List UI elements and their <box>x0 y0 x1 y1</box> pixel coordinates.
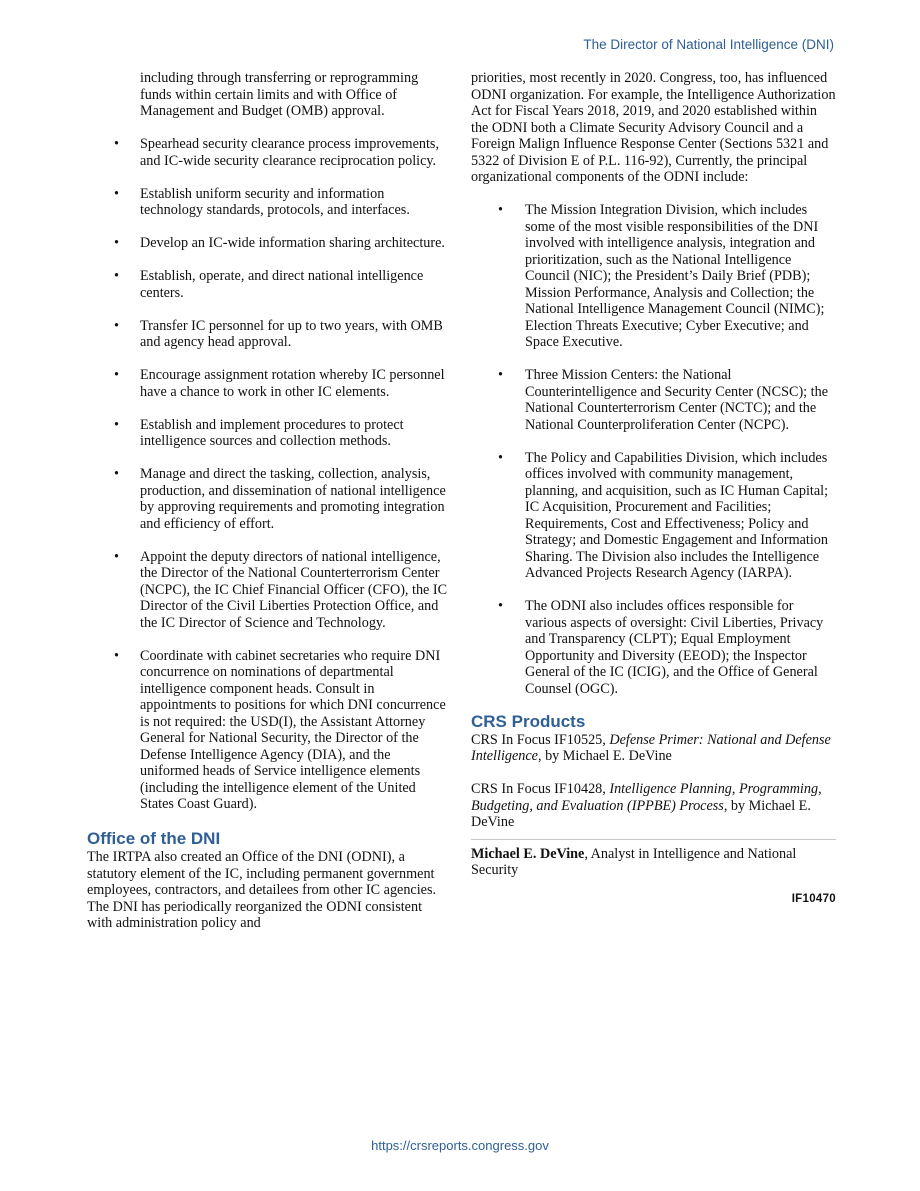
section-heading-crs-products: CRS Products <box>471 711 586 731</box>
dni-authorities-list <box>87 136 449 813</box>
product-citation: CRS In Focus IF10525, Defense Primer: National and Defense Intelligence, by Michael E. DeVine <box>471 731 831 764</box>
list-item: • Three Mission Centers: the National Counterintelligence and Security Center (NCSC); the National Counterterrorism Center (NCTC); and the National Counterproliferation Center (NCPC). <box>498 367 828 433</box>
bullet-icon: • <box>114 317 119 334</box>
bullet-icon: • <box>114 548 119 565</box>
bullet-icon: • <box>114 367 119 383</box>
bullet-icon: • <box>498 367 503 383</box>
bullet-icon: • <box>498 449 503 466</box>
section-heading-office: Office of the DNI <box>87 829 221 848</box>
bullet-icon: • <box>114 235 119 251</box>
left-column <box>87 70 449 932</box>
list-item: • Encourage assignment rotation whereby IC personnel have a chance to work in other IC elements. <box>114 367 445 400</box>
running-header: The Director of National Intelligence (DNI) <box>583 37 834 52</box>
bullet-icon: • <box>114 185 119 202</box>
right-column <box>471 70 836 907</box>
divider <box>471 839 836 840</box>
product-citation: CRS In Focus IF10428, Intelligence Planning, Programming, Budgeting, and Evaluation (IPPBE) Process, by Michael E. DeVine <box>471 781 822 830</box>
list-item: • Appoint the deputy directors of national intelligence, the Director of the National Counterterrorism Center (NCPC), the IC Chief Financial Officer (CFO), the IC Director of the Civil Liberties Protection Office, and the IC Director of Science and Technology. <box>114 548 448 631</box>
continued-paragraph: priorities, most recently in 2020. Congress, too, has influenced ODNI organization. For example, the Intelligence Authorization Act for Fiscal Years 2018, 2019, and 2020 established within the ODNI both a Climate Security Advisory Council and a Foreign Malign Influence Response Center (Sections 5321 and 5322 of Division E of P.L. 116-92), Currently, the principal organizational components of the ODNI include: <box>471 70 836 185</box>
bullet-icon: • <box>498 202 503 218</box>
product-id: IF10470 <box>791 892 836 905</box>
section-paragraph: The IRTPA also created an Office of the DNI (ODNI), a statutory element of the IC, including permanent government employees, contractors, and detailees from other IC agencies. The DNI has periodically reorganized the ODNI consistent with administration policy and <box>87 849 437 931</box>
author-line: Michael E. DeVine, Analyst in Intelligence and National Security <box>471 845 797 878</box>
bullet-icon: • <box>114 136 119 152</box>
list-item: • Transfer IC personnel for up to two years, with OMB and agency head approval. <box>114 317 443 350</box>
list-item: • Manage and direct the tasking, collection, analysis, production, and dissemination of national intelligence by approving requirements and promoting integration and efficiency of effort. <box>114 466 446 532</box>
bullet-icon: • <box>114 647 119 664</box>
list-item: • The Policy and Capabilities Division, which includes offices involved with community management, planning, and acquisition, such as IC Human Capital; IC Acquisition, Procurement and Facilities; Requirements, Cost and Effectiveness; Policy and Strategy; and Domestic Engagement and Information Sharing. The Division also includes the Intelligence Advanced Projects Research Agency (IARPA). <box>498 449 829 581</box>
list-item: • The ODNI also includes offices responsible for various aspects of oversight: Civil Liberties, Privacy and Transparency (CLPT); Equal Employment Opportunity and Diversity (EEOD); the Inspector General of the IC (ICIG), and the Office of General Counsel (OGC). <box>498 598 824 697</box>
list-item: • Spearhead security clearance process improvements, and IC-wide security clearance reciprocation policy. <box>114 136 439 169</box>
list-item: • Establish, operate, and direct national intelligence centers. <box>114 268 424 301</box>
list-item: • Coordinate with cabinet secretaries who require DNI concurrence on nominations of departmental intelligence component heads. Consult in appointments to positions for which DNI concurrence is not required: the USD(I), the Assistant Attorney General for National Security, the Director of the Defense Intelligence Agency (DIA), and the uniformed heads of Service intelligence elements (including the intelligence element of the United States Coast Guard). <box>114 647 446 812</box>
bullet-icon: • <box>114 416 119 433</box>
list-item: • Establish uniform security and information technology standards, protocols, and interfaces. <box>114 185 410 218</box>
odni-components-list <box>471 202 836 697</box>
footer-url[interactable]: https://crsreports.congress.gov <box>371 1138 549 1153</box>
bullet-icon: • <box>498 598 503 614</box>
list-item: • Establish and implement procedures to protect intelligence sources and collection methods. <box>114 416 404 449</box>
continued-bullet-text: including through transferring or reprogramming funds within certain limits and with Office of Management and Budget (OMB) approval. <box>140 70 419 119</box>
list-item: • Develop an IC-wide information sharing architecture. <box>114 235 445 251</box>
list-item: • The Mission Integration Division, which includes some of the most visible responsibilities of the DNI involved with intelligence analysis, integration and prioritization, such as the National Intelligence Council (NIC); the President’s Daily Brief (PDB); Mission Performance, Analysis and Collection; the National Intelligence Management Council (NIMC); Election Threats Executive; Cyber Executive; and Space Executive. <box>498 202 825 350</box>
bullet-icon: • <box>114 268 119 284</box>
bullet-icon: • <box>114 466 119 482</box>
